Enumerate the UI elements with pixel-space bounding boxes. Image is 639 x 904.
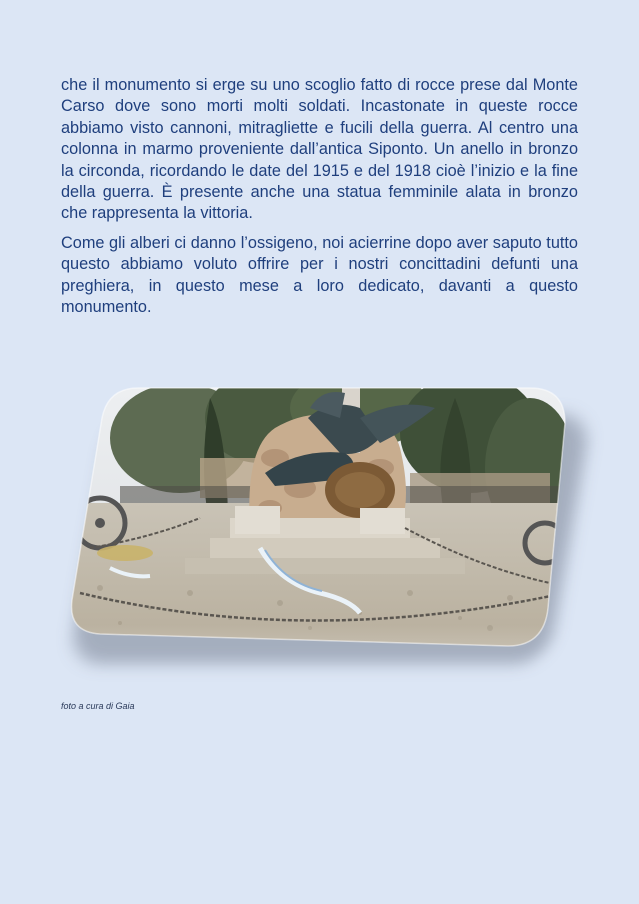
article-text — [61, 75, 578, 326]
paragraph-prayer: Come gli alberi ci danno l’ossigeno, noi acierrine dopo aver saputo tutto questo abbiamo voluto offrire per i nostri concittadini defunti una preghiera, in questo mese a loro dedicato, davanti a questo monumento. — [61, 233, 578, 317]
paragraph-monument-description: che il monumento si erge su uno scoglio fatto di rocce prese dal Monte Carso dove sono morti molti soldati. Incastonate in queste rocce abbiamo visto cannoni, mitragliette e fucili della guerra. Al centro una colonna in marmo proveniente dall’antica Siponto. Un anello in bronzo la circonda, ricordando le date del 1915 e del 1918 cioè l’inizio e la fine della guerra. È presente anche una statua femminile alata in bronzo che rappresenta la vittoria. — [61, 76, 578, 223]
photo-caption: foto a cura di Gaia — [61, 701, 135, 711]
war-memorial-photo-image — [60, 378, 570, 668]
monument-photo — [60, 378, 570, 678]
